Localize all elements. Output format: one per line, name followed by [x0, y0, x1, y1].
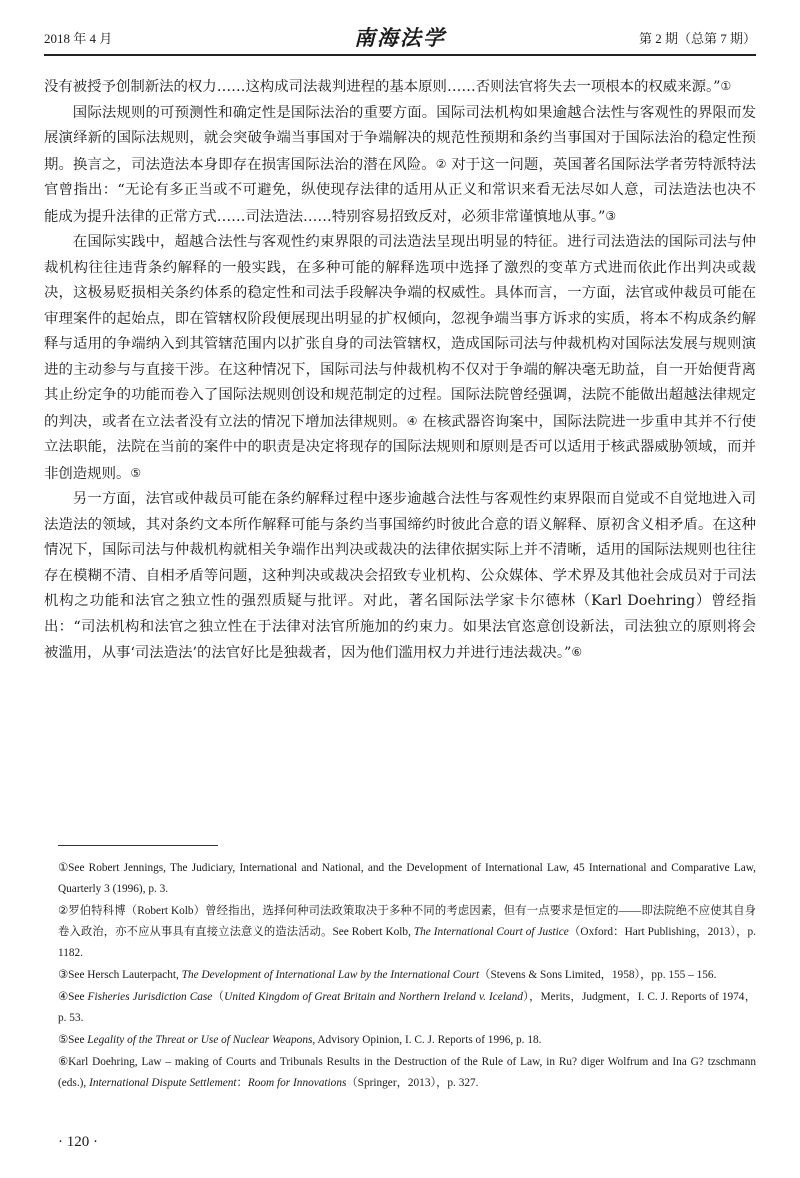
footnote-number: ④: [58, 991, 69, 1003]
header-issue: 第 2 期（总第 7 期）: [638, 31, 756, 46]
running-header: [44, 22, 756, 50]
footnote-item: [58, 1052, 756, 1094]
footnote-text: （Oxford：Hart Publishing，2013），p. 1182.: [58, 926, 756, 959]
paragraph-text: 在核武器咨询案中，国际法院进一步重申其并不行使立法职能，法院在当前的案件中的职责是决定将现存的国际法规则和原则是否可以适用于核武器威胁领域，而并非创造规则。: [44, 413, 756, 482]
footnote-text: 罗伯特科博（Robert Kolb）曾经指出，选择何种司法政策取决于多种不同的考虑因素，但有一点要求是恒定的——即法院绝不应使其自身卷入政治，亦不应从事具有直接立法意义的造法活动。See Robert Kolb,: [58, 905, 756, 938]
footnote-title: Room for Innovations: [247, 1077, 347, 1089]
footnote-ref[interactable]: ④: [406, 413, 418, 428]
footnote-number: ⑥: [58, 1056, 69, 1068]
footnote-ref[interactable]: ①: [720, 79, 732, 93]
footnote-item: [58, 987, 756, 1029]
header-date: 2018 年 4 月: [44, 31, 113, 46]
footnote-ref[interactable]: ⑥: [571, 645, 583, 659]
footnote-text: See Robert Jennings, The Judiciary, International and National, and the Development of International Law, 45 International and Comparative Law, Quarterly 3 (1996), p. 3.: [58, 862, 756, 895]
paragraph-text: 在国际实践中，超越合法性与客观性约束界限的司法造法呈现出明显的特征。进行司法造法的国际司法与仲裁机构往往违背条约解释的一般实践，在多种可能的解释选项中选择了激烈的变革方式进而依此作出判决或裁决，这极易贬损相关条约体系的稳定性和司法手段解决争端的权威性。具体而言，一方面，法官或仲裁员可能在审理案件的起始点，即在管辖权阶段便展现出明显的扩权倾向，忽视争端当事方诉求的实质，将本不构成条约解释与适用的争端纳入到其管辖范围内以扩张自身的司法管辖权，造成国际司法与仲裁机构对国际法发展与规则演进的主动参与与直接干涉。在这种情况下，国际司法与仲裁机构不仅对于争端的解决毫无助益，自一开始便背离其止纷定争的功能而卷入了国际法规则创设和规范制定的过程。国际法院曾经强调，法院不能做出超越法律规定的判决，或者在立法者没有立法的情况下增加法律规则。: [44, 234, 756, 430]
footnote-item: [58, 1030, 756, 1051]
footnote-text: See: [68, 1034, 88, 1046]
footnote-number: ③: [58, 969, 69, 981]
footnote-text: ：: [236, 1077, 248, 1089]
footnote-title: International Dispute Settlement: [89, 1077, 237, 1089]
footnote-title: United Kingdom of Great Britain and Northern Ireland v. Iceland: [224, 991, 523, 1003]
footnote-item: [58, 858, 756, 900]
body-paragraph: [44, 230, 756, 487]
footnote-text: See: [68, 991, 88, 1003]
footnote-ref[interactable]: ②: [435, 156, 447, 171]
footnote-number: ⑤: [58, 1034, 69, 1046]
footnotes: [58, 858, 756, 1095]
body-paragraph: [44, 74, 756, 101]
footnote-text: See Hersch Lauterpacht,: [68, 969, 182, 981]
footnote-number: ②: [58, 905, 69, 917]
footnote-title: Legality of the Threat or Use of Nuclear Weapons: [87, 1034, 313, 1046]
footnote-title: The Development of International Law by the International Court: [181, 969, 480, 981]
footnote-ref[interactable]: ⑤: [130, 465, 142, 480]
footnote-text: （: [212, 991, 225, 1003]
paragraph-text: 国际法规则的可预测性和确定性是国际法治的重要方面。国际司法机构如果逾越合法性与客观性的界限而发展演绎新的国际法规则，就会突破争端当事国对于争端解决的规范性预期和条约当事国对于国际法治的稳定性预期。换言之，司法造法本身即存在损害国际法治的潜在风险。: [44, 104, 756, 173]
footnote-item: [58, 901, 756, 964]
body-paragraph: [44, 487, 756, 667]
footnote-title: Fisheries Jurisdiction Case: [87, 991, 213, 1003]
footnote-ref[interactable]: ③: [605, 208, 617, 223]
footnote-text: , Advisory Opinion, I. C. J. Reports of 1996, p. 18.: [312, 1034, 542, 1046]
paragraph-text: 对于这一问题，英国著名国际法学者劳特派特法官曾指出：“无论有多正当或不可避免，纵使现存法律的适用从正义和常识来看无法尽如人意，司法造法也决不能成为提升法律的正常方式……司法造法……特别容易招致反对，必须非常谨慎地从事。”: [44, 156, 756, 225]
footnote-text: （Springer，2013），p. 327.: [346, 1077, 479, 1089]
header-divider: [44, 54, 756, 56]
body-paragraph: [44, 101, 756, 231]
footnote-text: （Stevens & Sons Limited，1958），pp. 155 – 156.: [479, 969, 717, 981]
footnote-title: The International Court of Justice: [413, 926, 569, 938]
footnote-text: ），Merits，Judgment，I. C. J. Reports of 1974，p. 53.: [58, 991, 756, 1024]
page-number: · 120 ·: [58, 1134, 98, 1150]
article-body: [44, 74, 756, 667]
footnote-number: ①: [58, 862, 69, 874]
paragraph-text: 没有被授予创制新法的权力……这构成司法裁判进程的基本原则……否则法官将失去一项根本的权威来源。”: [44, 79, 721, 95]
paragraph-text: 另一方面，法官或仲裁员可能在条约解释过程中逐步逾越合法性与客观性约束界限而自觉或不自觉地进入司法造法的领域，其对条约文本所作解释可能与条约当事国缔约时彼此合意的语义解释、原初含义相矛盾。在这种情况下，国际司法与仲裁机构就相关争端作出判决或裁决的法律依据实际上并不清晰，适用的国际法规则也往往存在模糊不清、自相矛盾等问题，这种判决或裁决会招致专业机构、公众媒体、学术界及其他社会成员对于司法机构之功能和法官之独立性的强烈质疑与批评。对此，著名国际法学家卡尔德林（Karl Doehring）曾经指出：“司法机构和法官之独立性在于法律对法官所施加的约束力。如果法官恣意创设新法，司法独立的原则将会被滥用，从事‘司法造法’的法官好比是独裁者，因为他们滥用权力并进行违法裁决。”: [44, 491, 756, 661]
journal-title-logo: 南海法学: [354, 25, 446, 50]
footnote-text: Karl Doehring, Law – making of Courts and Tribunals Results in the Destruction of the Rule of Law, in Ru? diger Wolfrum and Ina G? tzschmann (eds.),: [58, 1056, 756, 1089]
footnote-item: [58, 965, 756, 986]
footnote-divider: [58, 845, 218, 846]
